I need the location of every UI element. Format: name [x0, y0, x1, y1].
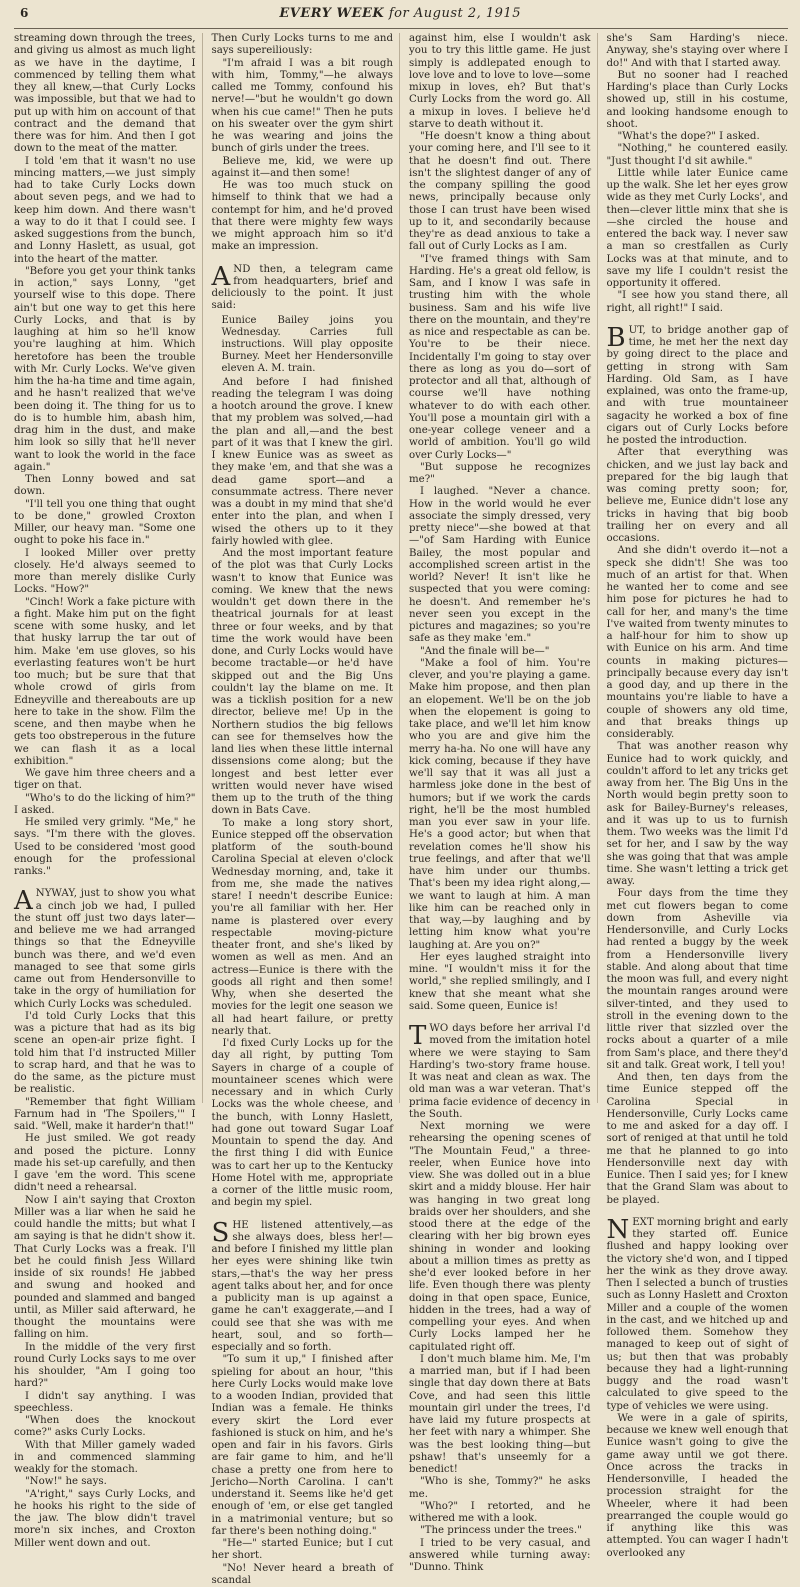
page-header [14, 6, 788, 29]
paragraph-text: Four days from the time they met cut flowers began to come down from Asheville via Hendersonville, and Curly Locks had rented a buggy by the week from a Hendersonville livery stable. And along about that time the moon was full, and every night the mountain ranges around were silver-tinted, and they used to stroll in the evening down to the little river that sizzled over the rocks about a quarter of a mile from Sam's place, and there they'd sit and talk. Great work, I tell you! [607, 888, 789, 1071]
paragraph [212, 1354, 394, 1538]
paragraph-text: "I see how you stand there, all right, all right!" I said. [607, 290, 789, 313]
paragraph [14, 548, 196, 597]
section-break [212, 1210, 394, 1220]
section-lead-paragraph [212, 264, 394, 313]
paragraph-text: "Make a fool of him. You're clever, and you're playing a game. Make him propose, and then plan an elopement. We'll be on the job when the elopement is going to take place, and we'll let him know who you are and give him the merry ha-ha. No one will have any kick coming, because if they have we'll say that it was all just a harmless joke done in the best of humors; but if we work the cards right, he'll be the most humbled man you ever saw in your life. He's a good actor; but when that revelation comes he'll show his true feelings, and after that we'll have him under our thumbs. That's been my idea right along,—we want to laugh at him. A man like him can be reached only in that way,—by laughing and by letting him know what you're laughing at. Are you on?" [409, 658, 591, 951]
paragraph [14, 1342, 196, 1391]
paragraph-text: "Who is she, Tommy?" he asks me. [409, 1476, 591, 1499]
paragraph [409, 1501, 591, 1526]
paragraph-text: "Cinch! Work a fake picture with a fight. Make him put on the fight scene with some husky, and let that husky larrup the tar out of him. Make 'em use gloves, so his everlasting features won't be hurt too much; but be sure that that whole crowd of girls from Edneyville and thereabouts are up here to take in the show. Film the scene, and then maybe when he gets too obstreperous in the future we can flash it as a local exhibition." [14, 597, 196, 767]
paragraph [212, 180, 394, 254]
paragraph-text: Her eyes laughed straight into mine. "I wouldn't miss it for the world," she replied smilingly, and I knew that she meant what she said. Some queen, Eunice is! [409, 952, 591, 1012]
paragraph-text: "I've framed things with Sam Harding. He's a great old fellow, is Sam, and I know I was safe in trusting him with the whole business. Sam and his wife live there on the mountain, and they're as nice and respectable as can be. You're to be their niece. Incidentally I'm going to stay over there as long as you do—sort of protector and all that, although of course we'll have nothing whatever to do with each other. You'll pose a mountain girl with a one-year college veneer and a world of ambition. You'll go wild over Curly Locks—" [409, 254, 591, 461]
paragraph-text: WO days before her arrival I'd moved from the imitation hotel where we were staying to Sam Harding's two-story frame house. It was neat and clean as wax. The old man was a war veteran. That's prima facie evidence of decency in the South. [409, 1023, 591, 1120]
paragraph [607, 143, 789, 168]
paragraph-text: ND then, a telegram came from headquarters, brief and deliciously to the point. It just said: [212, 264, 394, 312]
paragraph [14, 597, 196, 769]
paragraph-text: With that Miller gamely waded in and commenced slamming weakly for the stomach. [14, 1440, 196, 1476]
paragraph [14, 266, 196, 474]
paragraph-text: We gave him three cheers and a tiger on that. [14, 768, 196, 791]
paragraph-text: We were in a gale of spirits, because we knew well enough that Eunice wasn't going to give the game away until we got there. Once across the tracks in Hendersonville, I headed the procession straight for the Wheeler, where it had been prearranged the couple would go if anything like this was attempted. You can wager I hadn't overlooked any [607, 1413, 789, 1559]
masthead [279, 6, 521, 21]
paragraph-text: UT, to bridge another gap of time, he met her the next day by going direct to the place and getting in strong with Sam Harding. Old Sam, as I have explained, was onto the frame-up, and with true mountaineer sagacity he worked a box of fine cigars out of Curly Locks before he posted the introduction. [607, 325, 789, 446]
paragraph-text: Believe me, kid, we were up against it—and then some! [212, 156, 394, 179]
section-break [212, 254, 394, 264]
paragraph [409, 658, 591, 952]
paragraph [409, 254, 591, 462]
section-break [409, 1013, 591, 1023]
paragraph-text: I looked Miller over pretty closely. He'd always seemed to more than merely dislike Curly Locks. "How?" [14, 548, 196, 596]
paragraph-text: I told 'em that it wasn't no use mincing matters,—we just simply had to take Curly Locks down about seven pegs, and we had to keep him down. And there wasn't a way to do it that I could see. I asked suggestions from the bunch, and Lonny Haslett, as usual, got into the heart of the matter. [14, 156, 196, 265]
paragraph [607, 447, 789, 545]
paragraph [212, 818, 394, 1039]
paragraph [14, 1195, 196, 1342]
paragraph [607, 1413, 789, 1560]
paragraph-text: she's Sam Harding's niece. Anyway, she's staying over where I do!" And with that I started away. [607, 33, 789, 69]
column-2 [212, 33, 401, 1103]
paragraph [212, 377, 394, 549]
paragraph-text: "Nothing," he countered easily. "Just thought I'd sit awhile." [607, 143, 789, 166]
drop-cap: T [409, 1023, 429, 1047]
paragraph-text: I laughed. "Never a chance. How in the world would he ever associate the simply dressed, very pretty niece"—she bowed at that—"of Sam Harding with Eunice Bailey, the most popular and accomplished screen artist in the world? Never! It isn't like he suspected that you were coming: he doesn't. And remember he's never seen you except in the pictures and magazines; so you're safe as they make 'em." [409, 486, 591, 644]
paragraph [14, 33, 196, 156]
paragraph-text: "Now!" he says. [25, 1476, 107, 1487]
paragraph [607, 70, 789, 131]
drop-cap: A [14, 888, 36, 912]
paragraph [212, 548, 394, 818]
page-number: 6 [20, 6, 28, 20]
paragraph [14, 1011, 196, 1097]
paragraph-text: But no sooner had I reached Harding's place than Curly Locks showed up, still in his costume, and looking handsome enough to shoot. [607, 70, 789, 130]
paragraph-text: against him, else I wouldn't ask you to try this little game. He just simply is addlepated enough to love love and to love to love—some mixup in loves, eh? But that's Curly Locks from the word go. All a mixup in loves. I believe he'd starve to death without it. [409, 33, 591, 130]
paragraph-text: NYWAY, just to show you what a cinch job we had, I pulled the stunt off just two days later—and believe me we had arranged things so that the Edneyville bunch was there, and we'd even managed to see that some girls came out from Hendersonville to take in the orgy of humiliation for which Curly Locks was scheduled. [14, 888, 196, 1009]
paragraph [607, 33, 789, 70]
paragraph-text: "What's the dope?" I asked. [618, 131, 760, 142]
paragraph [14, 1440, 196, 1477]
paragraph [212, 1538, 394, 1563]
paragraph [409, 486, 591, 645]
paragraph [212, 58, 394, 156]
paragraph-text: "The princess under the trees." [420, 1525, 582, 1536]
publication-title: EVERY WEEK [279, 6, 384, 21]
paragraph-text: To make a long story short, Eunice stepped off the observation platform of the south-bound Carolina Special at eleven o'clock Wednesday morning, and, take it from me, she made the natives stare! I needn't describe Eunice: you're all familiar with her. Her name is plastered over every respectable moving-picture theater front, and she's liked by women as well as men. And an actress—Eunice is there with the goods all right and then some! Why, when she deserted the movies for the legit one season we all had heart failure, or pretty nearly that. [212, 818, 394, 1037]
paragraph-text: That was another reason why Eunice had to work quickly, and couldn't afford to let any tricks get away from her. The Big Uns in the North would begin pretty soon to ask for Bailey-Burney's releases, and it was up to us to furnish them. Two weeks was the limit I'd set for her, and I saw by the way she was going that that was ample time. She wasn't letting a trick get away. [607, 741, 789, 887]
paragraph [14, 768, 196, 793]
drop-cap: N [607, 1217, 633, 1241]
issue-date: for August 2, 1915 [389, 6, 521, 21]
paragraph-text: EXT morning bright and early they started off. Eunice flushed and happy looking over the victory she'd won, and I tipped her the wink as they drove away. Then I selected a bunch of trusties such as Lonny Haslett and Croxton Miller and a couple of the women in the cast, and we hitched up and followed them. Somehow they managed to keep out of sight of us; but then that was probably because they had a light-running buggy and the road wasn't calculated to give speed to the type of vehicles we were using. [607, 1217, 789, 1412]
paragraph-text: I'd told Curly Locks that this was a picture that had as its big scene an open-air prize fight. I told him that I'd instructed Miller to scrap hard, and that he was to do the same, as the picture must be realistic. [14, 1011, 196, 1096]
paragraph-text: "He doesn't know a thing about your coming here, and I'll see to it that he doesn't find out. There isn't the slightest danger of any of the company spilling the good news, principally because only those I can trust have been wised up to it, and secondarily because they're as dead anxious to take a fall out of Curly Locks as I am. [409, 131, 591, 252]
drop-cap: A [212, 264, 234, 288]
paragraph-text: "And the finale will be—" [420, 646, 549, 657]
paragraph-text: I didn't say anything. I was speechless. [14, 1391, 196, 1414]
drop-cap: B [607, 325, 629, 349]
paragraph-text: I tried to be very casual, and answered while turning away: "Dunno. Think [409, 1538, 591, 1574]
paragraph-text: He smiled very grimly. "Me," he says. "I'm there with the gloves. Used to be considered 'most good enough for the professional ranks." [14, 817, 196, 877]
column-4 [607, 33, 789, 1103]
column-3 [409, 33, 598, 1103]
paragraph [409, 1476, 591, 1501]
paragraph-text: He was too much stuck on himself to think that we had a contempt for him, and he'd proved that there were mighty few ways we might approach him so it'd make an impression. [212, 180, 394, 252]
paragraph [14, 474, 196, 499]
paragraph [409, 1538, 591, 1575]
paragraph-text: Now I ain't saying that Croxton Miller was a liar when he said he could handle the mitts; but what I am saying is that he didn't show it. That Curly Locks was a freak. I'll bet he could finish Jess Willard inside of six rounds! He jabbed and swung and hooked and pounded and slammed and banged until, as Miller said afterward, he thought the mountains were falling on him. [14, 1195, 196, 1341]
paragraph [14, 817, 196, 878]
paragraph-text: And then, ten days from the time Eunice stepped off the Carolina Special in Hendersonville, Curly Locks came to me and asked for a day off. I sort of reniged at that until he told me that he planned to go into Hendersonville next day with Eunice. Then I said yes; for I knew that the Grand Slam was about to be played. [607, 1072, 789, 1206]
paragraph-text: In the middle of the very first round Curly Locks says to me over his shoulder, "Am I going too hard?" [14, 1342, 196, 1390]
paragraph-text: "No! Never heard a breath of scandal [212, 1563, 394, 1586]
paragraph-text: He just smiled. We got ready and posed the picture. Lonny made his set-up carefully, and then I gave 'em the word. This scene didn't need a rehearsal. [14, 1133, 196, 1193]
section-break [607, 1207, 789, 1217]
drop-cap: S [212, 1220, 233, 1244]
section-lead-paragraph [607, 1217, 789, 1413]
paragraph [212, 33, 394, 58]
section-lead-paragraph [607, 325, 789, 448]
paragraph [607, 131, 789, 143]
telegram-text [222, 315, 394, 375]
paragraph [212, 1038, 394, 1210]
paragraph [14, 1415, 196, 1440]
paragraph [212, 1563, 394, 1587]
paragraph [607, 290, 789, 315]
paragraph [607, 888, 789, 1072]
article-columns [14, 33, 788, 1103]
paragraph [607, 1072, 789, 1207]
paragraph [409, 131, 591, 254]
paragraph-text: Then Curly Locks turns to me and says supereiliously: [212, 33, 394, 56]
paragraph [14, 499, 196, 548]
section-break [14, 878, 196, 888]
paragraph-text: "To sum it up," I finished after spieling for about an hour, "this here Curly Locks would make love to a wooden Indian, provided that Indian was a female. He thinks every skirt the Lord ever fashioned is stuck on him, and he's open and fair in his favors. Girls are fair game to him, and he'll chase a pretty one from here to Jericho—North Carolina. I can't understand it. Seems like he'd get enough of 'em, or else get tangled in a matrimonial venture; but so far there's been nothing doing." [212, 1354, 394, 1537]
paragraph [409, 1354, 591, 1477]
paragraph-text: "Who?" I retorted, and he withered me with a look. [409, 1501, 591, 1524]
paragraph-text: I'd fixed Curly Locks up for the day all right, by putting Tom Sayers in charge of a couple of mountaineer scenes which were necessary and in which Curly Locks was the whole cheese, and the bunch, with Lonny Haslett, had gone out toward Sugar Loaf Mountain to spend the day. And the first thing I did with Eunice was to cart her up to the Kentucky Home Hotel with me, appropriate a corner of the little music room, and begin my spiel. [212, 1038, 394, 1208]
paragraph [607, 545, 789, 741]
paragraph [409, 1525, 591, 1537]
section-lead-paragraph [409, 1023, 591, 1121]
section-lead-paragraph [14, 888, 196, 1011]
paragraph-text: "Who's to do the licking of him?" I asked. [14, 793, 196, 816]
paragraph-text: "I'm afraid I was a bit rough with him, Tommy,"—he always called me Tommy, confound his nerve!—"but he wouldn't go down when his cue came!" Then he puts on his sweater over the gym shirt he was wearing and joins the bunch of girls under the trees. [212, 58, 394, 155]
paragraph [409, 646, 591, 658]
paragraph-text: And she didn't overdo it—not a speck she didn't! She was too much of an artist for that. When he wanted her to come and see him pose for pictures he had to call for her, and many's the time I've waited from twenty minutes to a half-hour for him to show up with Eunice on his arm. And time counts in making pictures—principally because every day isn't a good day, and up there in the mountains you're liable to have a couple of showers any old time, and that breaks things up considerably. [607, 545, 789, 740]
paragraph-text: After that everything was chicken, and we just lay back and prepared for the big laugh that was coming pretty soon; for, believe me, Eunice didn't lose any tricks in having that big boob trailing her on every and all occasions. [607, 447, 789, 544]
telegram-body: Eunice Bailey joins you Wednesday. Carries full instructions. Will play opposite Burney. Meet her Hendersonville eleven A. M. train. [222, 315, 394, 375]
paragraph-text: And the most important feature of the plot was that Curly Locks wasn't to know that Eunice was coming. We knew that the news wouldn't get down there in the theatrical journals for at least three or four weeks, and by that time the work would have been done, and Curly Locks would have become tractable—or he'd have skipped out and the Big Uns couldn't lay the blame on me. It was a ticklish position for a new director, believe me! Up in the Northern studios the big fellows can see for themselves how the land lies when these little internal dissensions come along; but the longest and best letter ever written would never have wised them up to the truth of the thing down in Bats Cave. [212, 548, 394, 816]
paragraph-text: Then Lonny bowed and sat down. [14, 474, 196, 497]
section-break [607, 315, 789, 325]
paragraph [14, 1476, 196, 1488]
paragraph [409, 1121, 591, 1354]
paragraph [14, 793, 196, 818]
paragraph-text: HE listened attentively,—as she always does, bless her!—and before I finished my little plan her eyes were shining like twin stars,—that's the way her press agent talks about her, and for once a publicity man is up against a game he can't exaggerate,—and I could see that she was with me heart, soul, and so forth—especially and so forth. [212, 1220, 394, 1354]
paragraph [212, 156, 394, 181]
paragraph-text: "I'll tell you one thing that ought to be done," growled Croxton Miller, our heavy man. "Some one ought to poke his face in." [14, 499, 196, 547]
paragraph-text: And before I had finished reading the telegram I was doing a hootch around the grove. I knew that my problem was solved,—had the plan and all,—and the best part of it was that I knew the girl. I knew Eunice was as sweet as they make 'em, and that she was a dead game sport—and a consummate actress. There never was a doubt in my mind that she'd enter into the plan, and when I wised the others up to it they fairly howled with glee. [212, 377, 394, 547]
paragraph-text: Little while later Eunice came up the walk. She let her eyes grow wide as they met Curly Locks', and then—clever little minx that she is—she circled the house and entered the back way. I never saw a man so crestfallen as Curly Locks was at that minute, and to save my life I couldn't resist the opportunity it offered. [607, 168, 789, 289]
paragraph-text: "Before you get your think tanks in action," says Lonny, "get yourself wise to this dope. There ain't but one way to get this here Curly Locks, and that is by laughing at him so he'll know you're laughing at him. Which heretofore has been the trouble with Mr. Curly Locks. We've given him the ha-ha time and time again, and he hasn't realized that we've been doing it. The thing for us to do is to humble him, abash him, drag him in the dust, and make him look so silly that he'll never want to look the world in the face again." [14, 266, 196, 473]
paragraph [14, 156, 196, 266]
paragraph [607, 168, 789, 291]
paragraph [409, 462, 591, 487]
paragraph [14, 1133, 196, 1194]
paragraph-text: "When does the knockout come?" asks Curly Locks. [14, 1415, 196, 1438]
section-lead-paragraph [212, 1220, 394, 1355]
paragraph-text: I don't much blame him. Me, I'm a married man, but if I had been single that day down there at Bats Cove, and had seen this little mountain girl under the trees, I'd have laid my future prospects at her feet with nary a whimper. She was the best looking thing—but pshaw! that's unseemly for a benedict! [409, 1354, 591, 1475]
paragraph [14, 1097, 196, 1134]
paragraph-text: Next morning we were rehearsing the opening scenes of "The Mountain Feud," a three-reeler, when Eunice hove into view. She was dolled out in a blue skirt and a middy blouse. Her hair was hanging in two great long braids over her shoulders, and she stood there at the edge of the clearing with her big brown eyes shining in wonder and looking about a million times as pretty as she'd ever looked before in her life. Even though there was plenty doing in that open space, Eunice, hidden in the trees, had a way of compelling your eyes. And when Curly Locks lamped her he capitulated right off. [409, 1121, 591, 1353]
column-1 [14, 33, 203, 1103]
paragraph [607, 741, 789, 888]
paragraph-text: "But suppose he recognizes me?" [409, 462, 591, 485]
paragraph-text: "A'right," says Curly Locks, and he hooks his right to the side of the jaw. The blow didn't travel more'n six inches, and Croxton Miller went down and out. [14, 1489, 196, 1549]
paragraph-text: "Remember that fight William Farnum had in 'The Spoilers,'" I said. "Well, make it harder'n that!" [14, 1097, 196, 1133]
paragraph [409, 952, 591, 1013]
paragraph-text: streaming down through the trees, and giving us almost as much light as we have in the daytime, I commenced by telling them what they all knew,—that Curly Locks was impossible, but that we had to put up with him on account of that contract and the demand that there was for him. And then I got down to the meat of the matter. [14, 33, 196, 154]
paragraph [14, 1391, 196, 1416]
paragraph [409, 33, 591, 131]
paragraph-text: "He—" started Eunice; but I cut her short. [212, 1538, 394, 1561]
paragraph [14, 1489, 196, 1550]
